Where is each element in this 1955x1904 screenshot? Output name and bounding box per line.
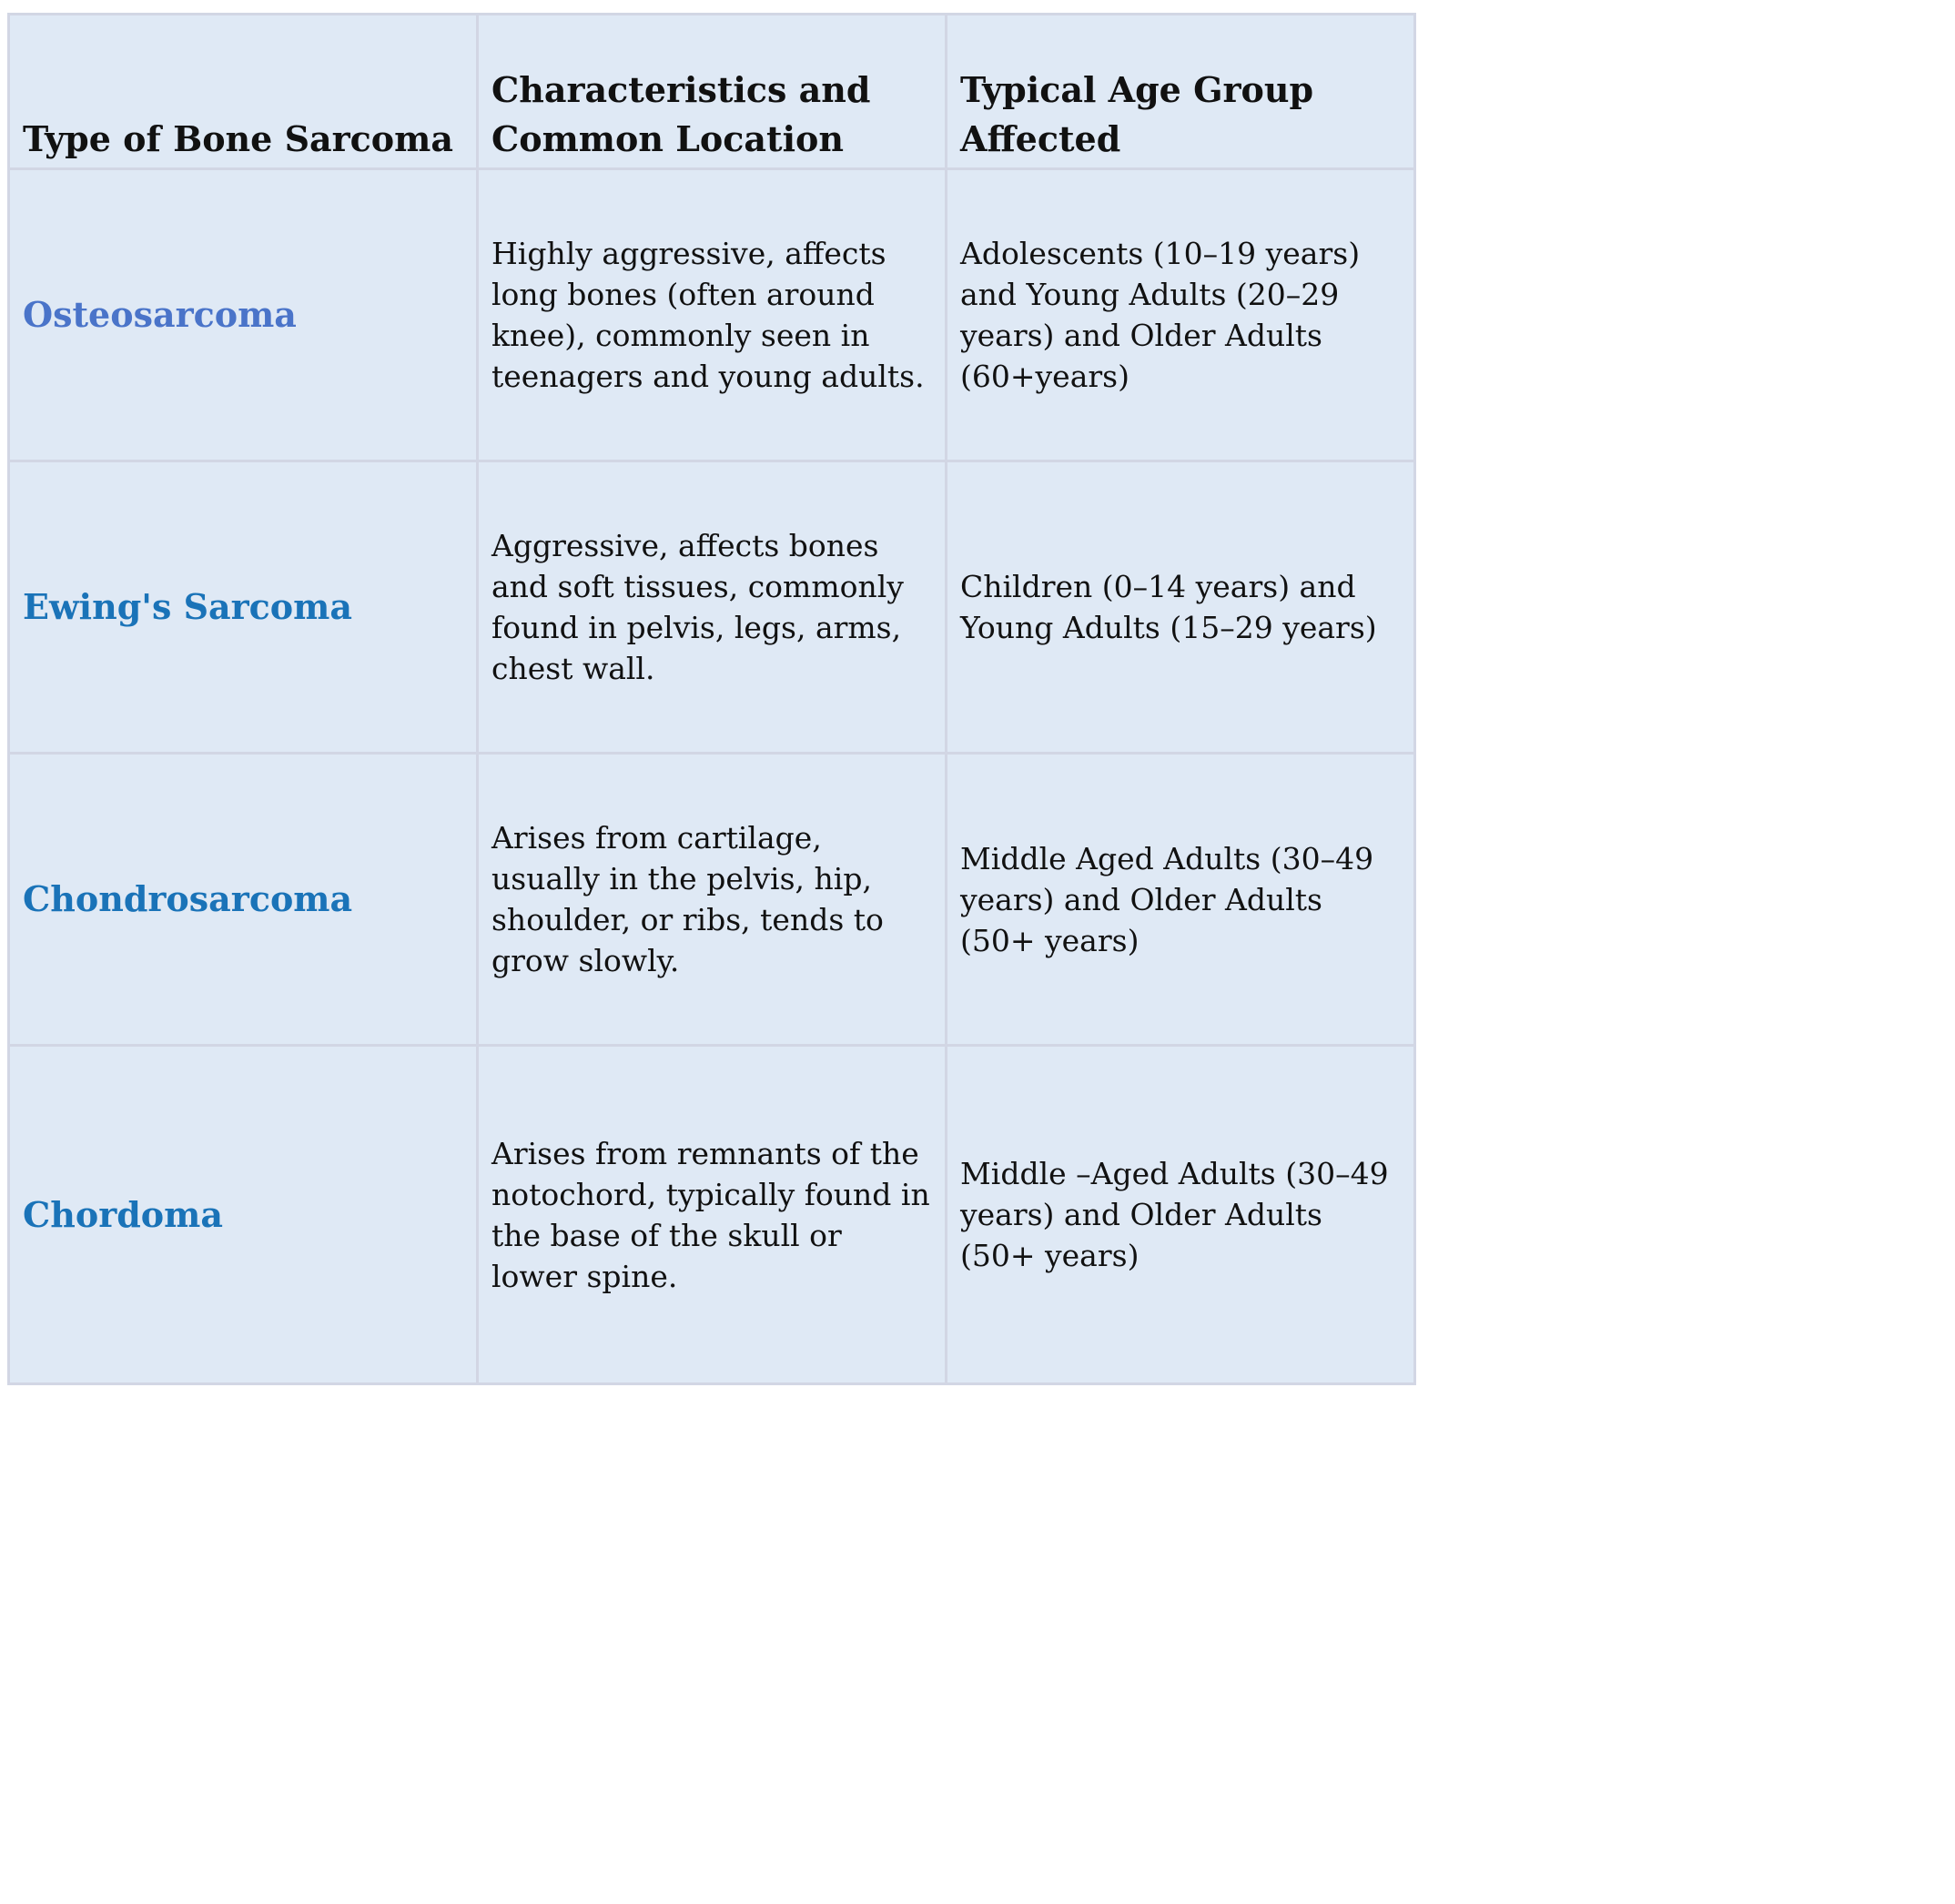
bone-sarcoma-table (7, 13, 1416, 1385)
table-row (9, 1046, 1415, 1384)
header-characteristics: Characteristics and Common Location (478, 15, 947, 169)
table-row (9, 754, 1415, 1046)
sarcoma-type-cell: Ewing's Sarcoma (9, 461, 478, 754)
age-group-cell: Middle –Aged Adults (30–49 years) and Older Adults (50+ years) (947, 1046, 1415, 1384)
sarcoma-type-cell: Osteosarcoma (9, 169, 478, 461)
characteristics-cell: Arises from cartilage, usually in the pelvis, hip, shoulder, or ribs, tends to grow slowly. (478, 754, 947, 1046)
sarcoma-type-cell: Chordoma (9, 1046, 478, 1384)
age-group-cell: Middle Aged Adults (30–49 years) and Older Adults (50+ years) (947, 754, 1415, 1046)
header-row (9, 15, 1415, 169)
header-age-group: Typical Age Group Affected (947, 15, 1415, 169)
table-row (9, 169, 1415, 461)
sarcoma-type-cell: Chondrosarcoma (9, 754, 478, 1046)
age-group-cell: Adolescents (10–19 years) and Young Adults (20–29 years) and Older Adults (60+years) (947, 169, 1415, 461)
table-row (9, 461, 1415, 754)
characteristics-cell: Aggressive, affects bones and soft tissues, commonly found in pelvis, legs, arms, chest wall. (478, 461, 947, 754)
characteristics-cell: Highly aggressive, affects long bones (often around knee), commonly seen in teenagers and young adults. (478, 169, 947, 461)
bone-sarcoma-table-container (7, 13, 1413, 1381)
characteristics-cell: Arises from remnants of the notochord, typically found in the base of the skull or lower spine. (478, 1046, 947, 1384)
header-type: Type of Bone Sarcoma (9, 15, 478, 169)
age-group-cell: Children (0–14 years) and Young Adults (15–29 years) (947, 461, 1415, 754)
